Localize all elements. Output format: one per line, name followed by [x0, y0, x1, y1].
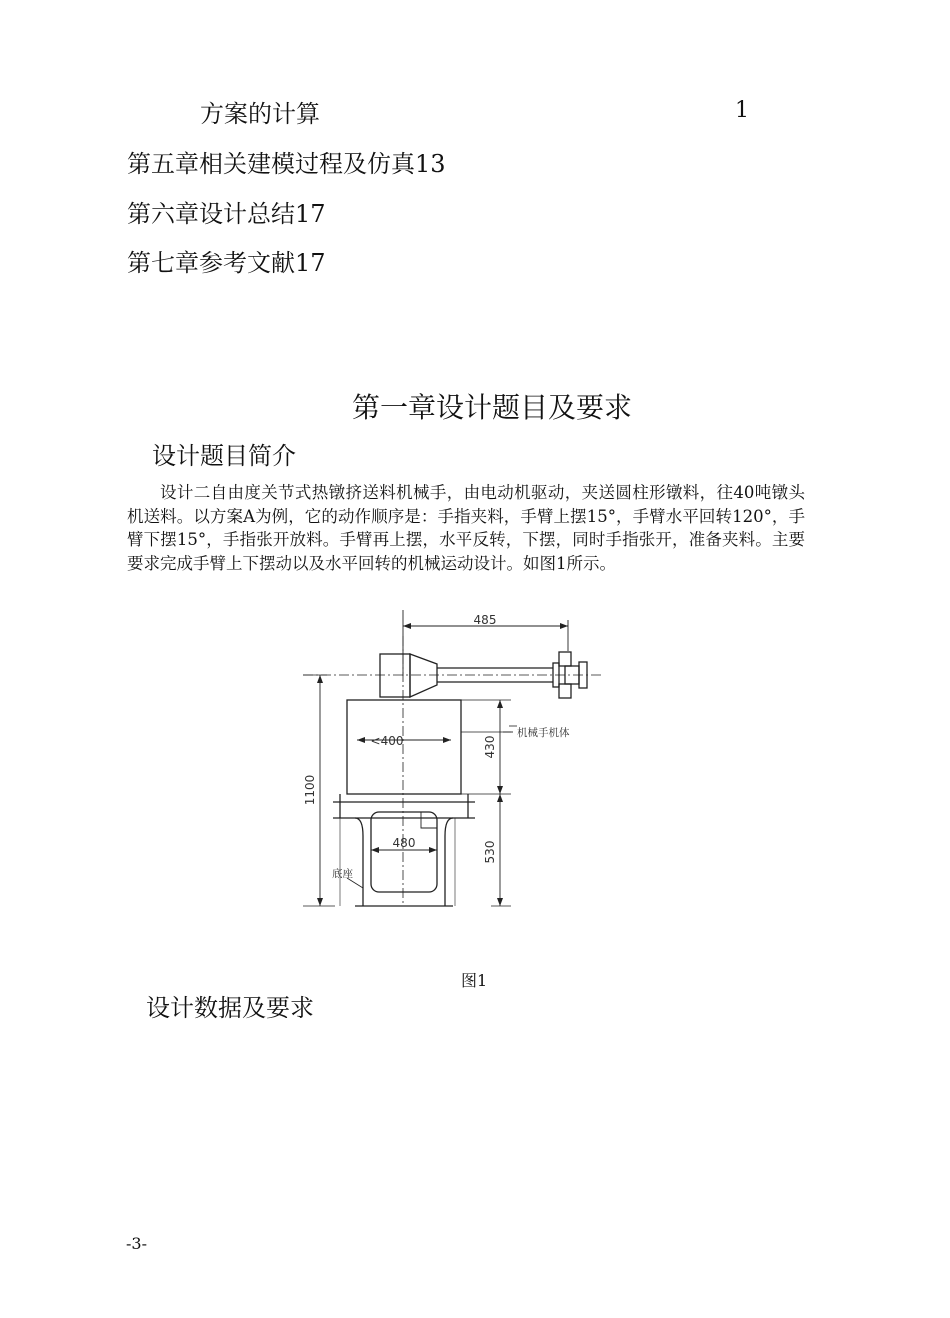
dim-530: 530: [483, 840, 497, 864]
toc-item-1-page: 1: [735, 98, 749, 123]
manipulator-figure: [295, 606, 615, 916]
intro-paragraph: 设计二自由度关节式热镦挤送料机械手，由电动机驱动，夹送圆柱形镦料，往40吨镦头机送料。以方案A为例，它的动作顺序是：手指夹料，手臂上摆15°，手臂水平回转120°，手臂下摆15°，手指张开放料。手臂再上摆，水平反转，下摆，同时手指张开，准备夹料。主要要求完成手臂上下摆动以及水平回转的机械运动设计。如图1所示。: [127, 483, 805, 573]
toc-item-3: 第六章设计总结17: [127, 200, 326, 228]
dim-400: <400: [370, 734, 404, 748]
dim-430: 430: [483, 735, 497, 759]
page-number: -3-: [126, 1234, 147, 1253]
toc-item-2: 第五章相关建模过程及仿真13: [127, 150, 446, 178]
toc-item-1: 方案的计算: [200, 100, 320, 128]
dim-485: 485: [473, 613, 497, 627]
chapter-title: 第一章设计题目及要求: [351, 391, 632, 424]
label-base: 底座: [332, 868, 353, 880]
figure-caption: 图1: [461, 971, 488, 990]
toc-item-4: 第七章参考文献17: [127, 249, 326, 277]
section-title-intro: 设计题目简介: [152, 442, 296, 470]
label-body: 机械手机体: [517, 727, 570, 739]
section-title-data: 设计数据及要求: [146, 994, 314, 1022]
dim-1100: 1100: [303, 774, 317, 806]
dim-480: 480: [392, 836, 416, 850]
